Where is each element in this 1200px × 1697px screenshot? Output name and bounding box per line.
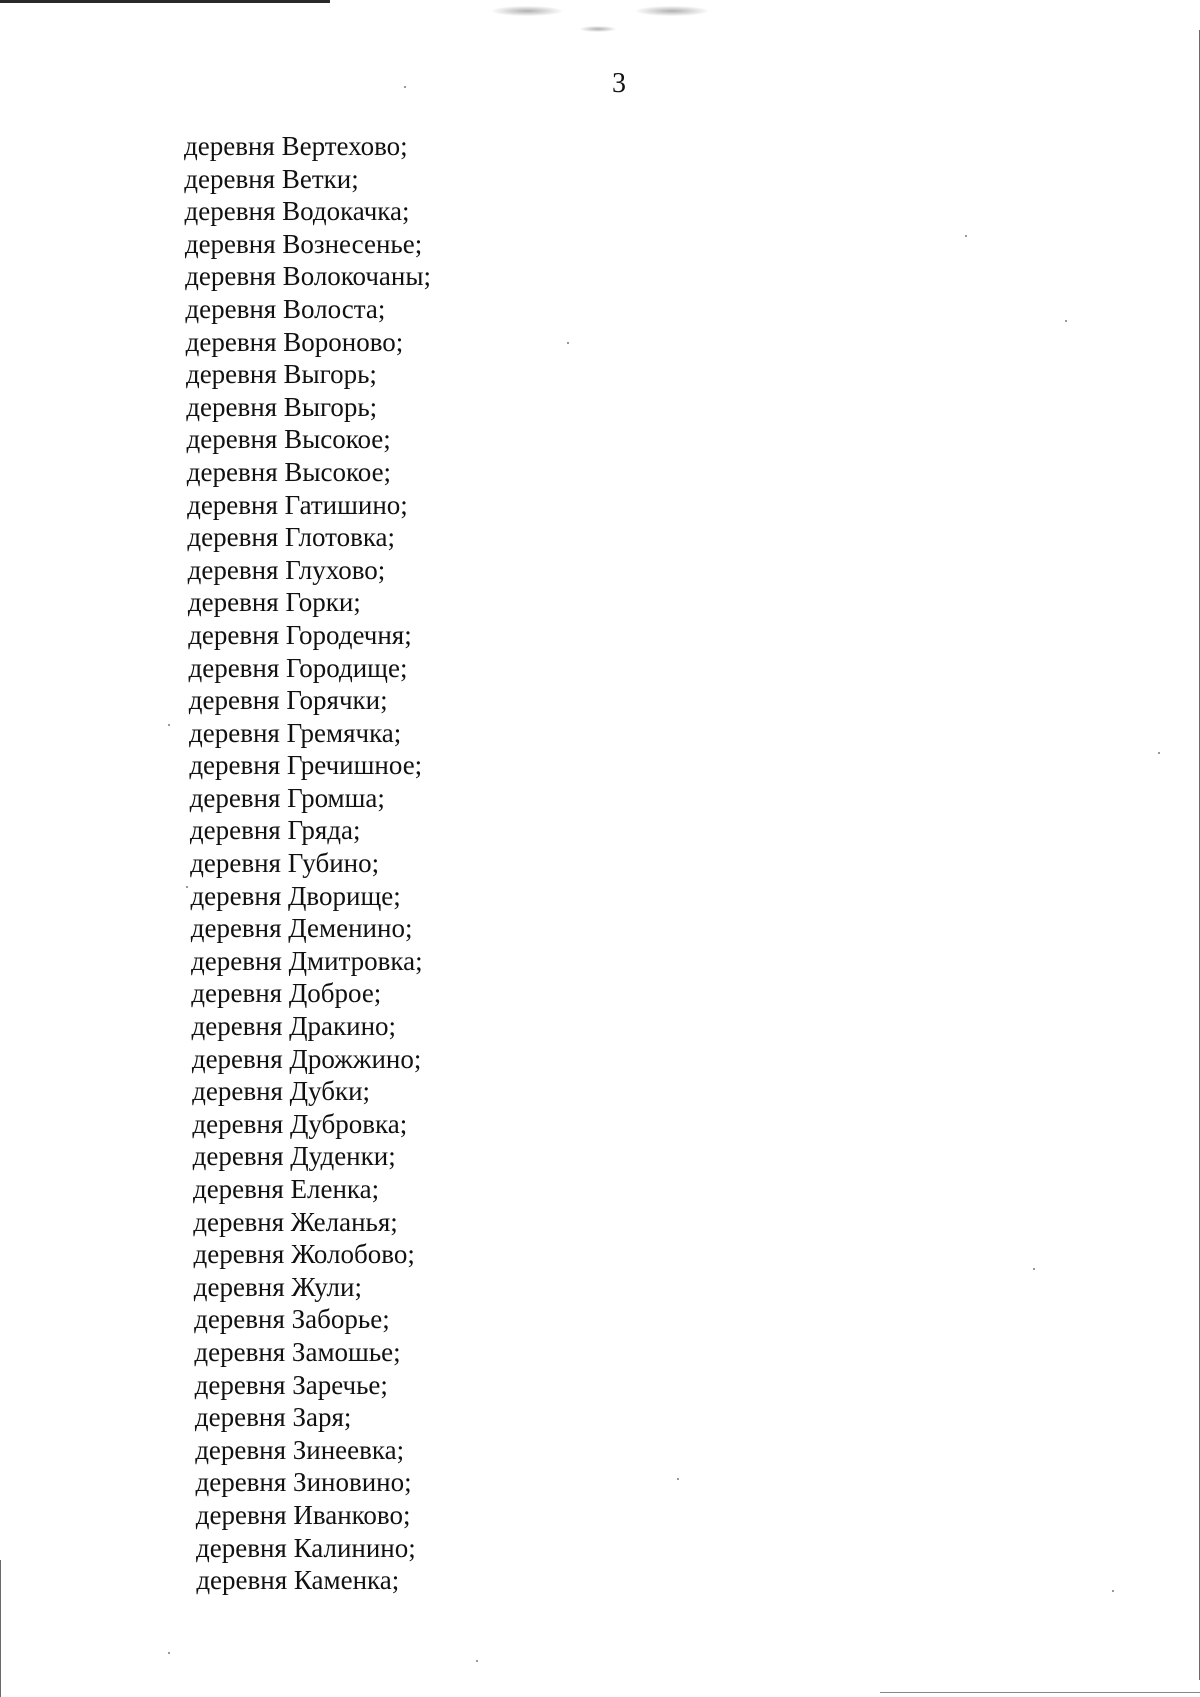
settlement-list-item: деревня Дворище; [190,880,401,911]
settlement-list-item: деревня Ветки; [184,163,359,194]
settlement-list-item: деревня Горки; [187,587,361,618]
settlement-list-item: деревня Гречишное; [189,750,423,781]
settlement-list-item: деревня Заборье; [194,1304,390,1335]
settlement-list-item: деревня Вознесенье; [184,228,423,259]
settlement-list-item: деревня Зинеевка; [195,1434,405,1465]
settlement-list-item: деревня Дрожжино; [191,1043,422,1074]
scan-speck [965,235,967,237]
scan-smudge [492,6,562,16]
scan-smudge [580,26,616,32]
scan-speck [1033,1268,1035,1270]
settlement-list [184,130,431,1597]
scan-speck [404,86,406,88]
settlement-list-item: деревня Выгорь; [185,359,377,390]
settlement-list-item: деревня Жули; [193,1271,362,1302]
scan-speck [677,1478,679,1480]
settlement-list-item: деревня Дубровка; [192,1108,408,1139]
settlement-list-item: деревня Глухово; [187,554,386,585]
settlement-list-item: деревня Доброе; [191,978,382,1009]
settlement-list-item: деревня Гремячка; [189,717,402,748]
settlement-list-item: деревня Еленка; [192,1174,380,1204]
scan-speck [1065,320,1067,322]
scan-edge-top [0,0,330,3]
page-number: 3 [612,68,626,99]
settlement-list-item: деревня Дубки; [192,1076,371,1107]
settlement-list-item: деревня Дракино; [191,1011,397,1042]
settlement-list-item: деревня Губино; [190,848,380,879]
settlement-list-item: деревня Городище; [188,652,408,683]
settlement-list-item: деревня Высокое; [186,456,392,487]
settlement-list-item: деревня Желанья; [193,1206,398,1237]
settlement-list-item: деревня Заря; [194,1402,352,1433]
settlement-list-item: деревня Иванково; [195,1499,411,1530]
scan-speck [476,1660,478,1662]
settlement-list-item: деревня Вертехово; [184,131,408,161]
settlement-list-item: деревня Жолобово; [193,1239,415,1270]
scan-speck [168,724,170,726]
scan-edge-bottom [880,1692,1200,1693]
scan-edge-left [0,1560,1,1697]
settlement-list-item: деревня Выгорь; [186,391,378,422]
settlement-list-item: деревня Глотовка; [187,522,396,553]
settlement-list-item: деревня Деменино; [190,913,413,944]
settlement-list-item: деревня Городечня; [188,619,412,650]
settlement-list-item: деревня Зиновино; [195,1467,412,1498]
settlement-list-item: деревня Гатишино; [187,489,408,520]
settlement-list-item: деревня Замошье; [194,1336,401,1367]
settlement-list-item: деревня Высокое; [186,424,391,455]
settlement-list-item: деревня Водокачка; [184,196,410,227]
settlement-list-item: деревня Вороново; [185,326,404,357]
settlement-list-item: деревня Калинино; [196,1532,416,1563]
settlement-list-item: деревня Каменка; [196,1565,400,1596]
settlement-list-item: деревня Горячки; [188,685,388,716]
scan-speck [1112,1590,1114,1592]
settlement-list-item: деревня Громша; [189,782,385,813]
settlement-list-item: деревня Заречье; [194,1369,388,1400]
settlement-list-item: деревня Волоста; [185,293,386,324]
scan-speck [168,1652,170,1654]
scan-speck [1158,752,1160,754]
settlement-list-item: деревня Дмитровка; [191,945,423,976]
settlement-list-item: деревня Гряда; [189,815,361,846]
scan-speck [567,342,569,344]
scan-smudge [636,6,708,16]
settlement-list-item: деревня Волокочаны; [185,261,432,292]
settlement-list-item: деревня Дуденки; [192,1141,396,1172]
